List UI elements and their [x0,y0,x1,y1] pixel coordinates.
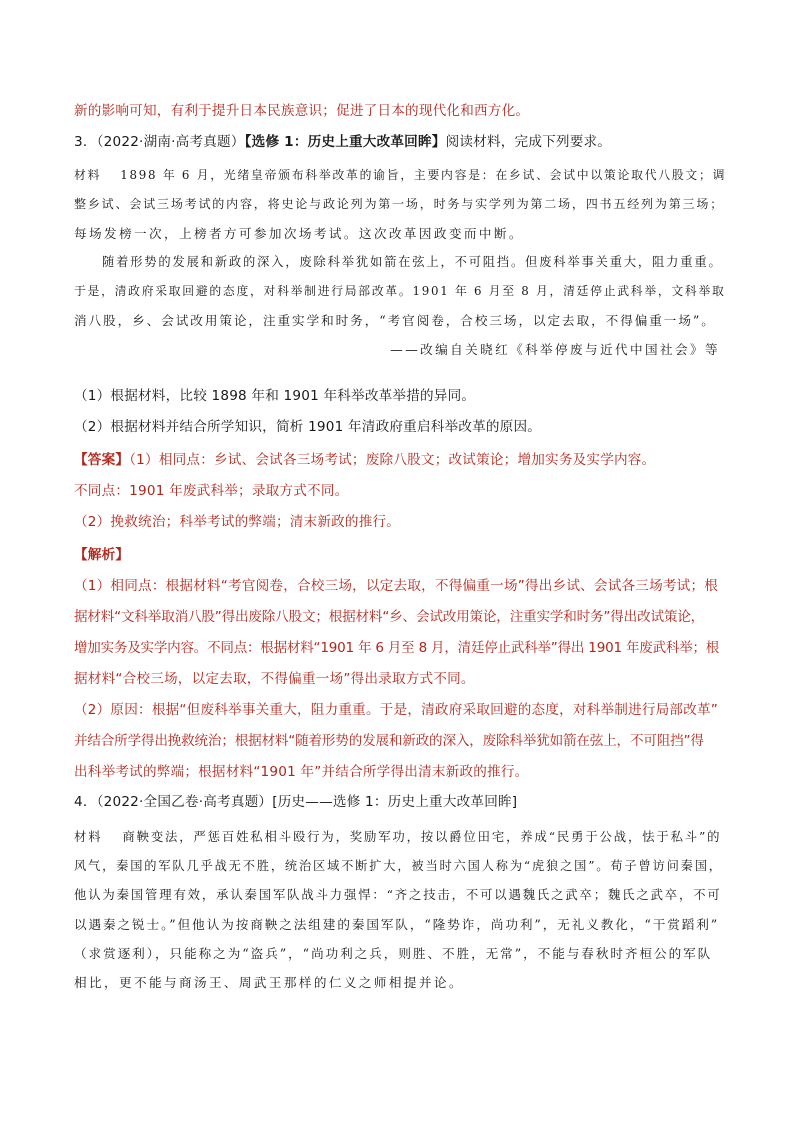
q3-number: 3． [74,134,97,150]
analysis-line: （1）相同点：根据材料“考官阅卷，合校三场，以定去取，不得偏重一场”得出乡试、会试各三场考试；根 [74,578,719,594]
q4-header [74,787,720,818]
q3-material-line: 整乡试、会试三场考试的内容，将史论与政论列为第一场，时务与实学列为第二场，四书五经列为第三场； [74,197,725,211]
previous-analysis-text: 新的影响可知，有利于提升日本民族意识；促进了日本的现代化和西方化。 [74,103,530,119]
q4-material-line: 以遇秦之锐士。”但他认为按商鞅之法组建的秦国军队，“隆势诈，尚功利”，无礼义教化，“干赏蹈利” [74,917,720,932]
q3-source: （2022·湖南·高考真题） [96,134,245,150]
q3-header [74,127,720,158]
q4-material-line: （求赏逐利），只能称之为“盗兵”，“尚功利之兵，则胜、不胜，无常”，不能与春秋时齐桓公的军队 [74,946,713,961]
q3-question-1: （1）根据材料，比较 1898 年和 1901 年科举改革举措的异同。 [74,388,476,404]
q4-header-text: 4．（2022·全国乙卷·高考真题）[历史——选修 1：历史上重大改革回眸] [74,794,518,810]
q3-module: 【选修 1：历史上重大改革回眸】 [244,134,446,150]
answer-line: 不同点：1901 年废武科举；录取方式不同。 [74,483,349,499]
analysis-line: 据材料“文科举取消八股”得出废除八股文；根据材料“乡、会试改用策论，注重实学和时务”得出改试策论， [74,609,705,625]
q3-material-line: 消八股，乡、会试改用策论，注重实学和时务，“考官阅卷，合校三场，以定去取，不得偏重一场”。 [74,313,716,328]
q4-material-line: 风气，秦国的军队几乎战无不胜，统治区域不断扩大，被当时六国人称为“虎狼之国”。荀子曾访问秦国， [74,859,723,873]
answer-label: 【答案】 [74,452,130,468]
previous-analysis-line [74,96,720,127]
q3-material-citation: ——改编自关晓红《科举停废与近代中国社会》等 [390,342,720,357]
q3-analysis [74,540,720,788]
q4-material-line: 材料 商鞅变法，严惩百姓私相斗殴行为，奖励军功，按以爵位田宅，养成“民勇于公战，怯于私斗”的 [74,830,722,844]
q3-material-line: 每场发榜一次，上榜者方可参加次场考试。这次改革因政变而中断。 [74,226,524,241]
analysis-line: （2）原因：根据“但废科举事关重大，阻力重重。于是，清政府采取回避的态度，对科举制进行局部改革” [74,702,719,718]
analysis-line: 增加实务及实学内容。不同点：根据材料“1901 年 6 月至 8 月，清廷停止武科举”得出 1901 年废武科举；根 [74,640,720,656]
q3-material-line: 材料 1898 年 6 月，光绪皇帝颁布科举改革的谕旨，主要内容是：在乡试、会试中以策论取代八股文；调 [74,168,727,182]
analysis-label: 【解析】 [74,547,130,563]
answer-line: （2）挽救统治；科举考试的弊端；清末新政的推行。 [74,514,401,530]
answer-line: （1）相同点：乡试、会试各三场考试；废除八股文；改试策论；增加实务及实学内容。 [129,452,656,468]
q4-material [74,823,723,997]
q3-instruction: 阅读材料，完成下列要求。 [445,134,612,150]
q3-questions [74,381,720,443]
q3-material [74,161,727,364]
q3-answer [74,445,720,538]
q4-material-line: 相比，更不能与商汤王、周武王那样的仁义之师相提并论。 [74,975,464,990]
q3-material-line: 随着形势的发展和新政的深入，废除科举犹如箭在弦上，不可阻挡。但废科举事关重大，阻力重重。 [102,255,723,269]
analysis-line: 并结合所学得出挽救统治；根据材料“随着形势的发展和新政的深入，废除科举犹如箭在弦上，不可阻挡”得 [74,733,704,749]
q3-material-line: 于是，清政府采取回避的态度，对科举制进行局部改革。1901 年 6 月至 8 月，清廷停止武科举，文科举取 [74,284,726,298]
q4-material-line: 他认为秦国管理有效，承认秦国军队战斗力强悍：“齐之技击，不可以遇魏氏之武卒；魏氏之武卒，不可 [74,888,722,902]
analysis-line: 出科举考试的弊端；根据材料“1901 年”并结合所学得出清末新政的推行。 [74,764,529,780]
q3-question-2: （2）根据材料并结合所学知识，简析 1901 年清政府重启科举改革的原因。 [74,419,542,435]
analysis-line: 据材料“合校三场，以定去取，不得偏重一场”得出录取方式不同。 [74,671,475,687]
